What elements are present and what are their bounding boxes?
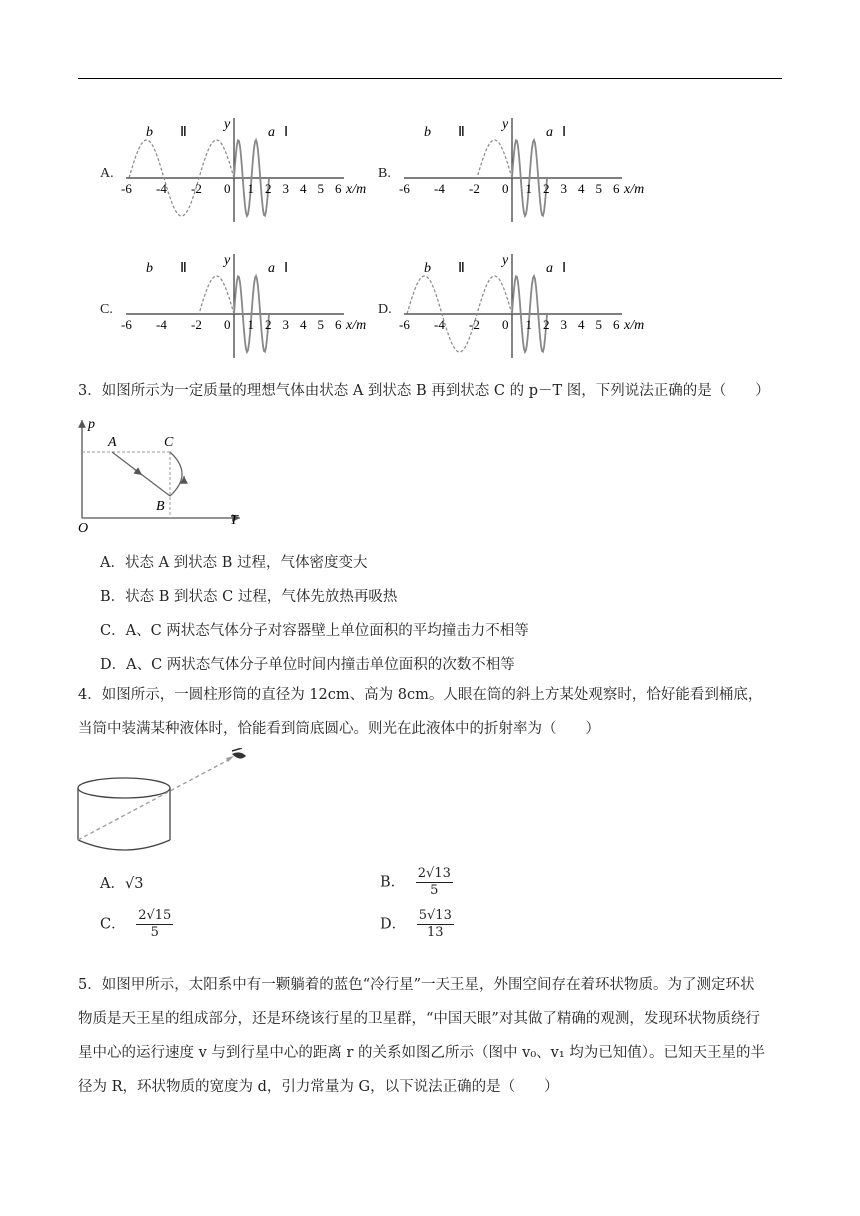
wave-a-label: a xyxy=(546,261,553,276)
tick-label: 3 xyxy=(560,317,567,332)
region-i-label: Ⅰ xyxy=(562,125,567,140)
tick-label: -4 xyxy=(156,317,167,332)
tick-label: 4 xyxy=(578,181,585,196)
region-i-label: Ⅰ xyxy=(284,125,289,140)
tick-label: 4 xyxy=(300,317,307,332)
question-5-stem: 5．如图甲所示，太阳系中有一颗躺着的蓝色“冷行星”一天王星，外围空间存在着环状物质。为了测定环状 物质是天王星的组成部分，还是环绕该行星的卫星群，“中国天眼”对其做了精确的观测，发现环状物质绕行 星中心的运行速度 v 与到行星中心的距离 r 的关系如图乙所示（图中 v₀、v₁ 均为已知值）。已知天王星的半 径为 R，环状物质的宽度为 d，引力常量为 G，以下说法正确的是（ ） xyxy=(78,977,766,1095)
t-label: T xyxy=(230,513,238,528)
y-axis-label: y xyxy=(224,117,231,132)
tick-label: -2 xyxy=(191,181,202,196)
tick-label: 0 xyxy=(502,317,509,332)
tick-label: 0 xyxy=(224,181,231,196)
tick-label: -2 xyxy=(191,317,202,332)
y-axis-label: y xyxy=(502,117,509,132)
wave-b xyxy=(477,140,512,178)
wave-b-label: b xyxy=(424,125,431,140)
tick-label: 5 xyxy=(595,317,602,332)
tick-label: 5 xyxy=(317,181,324,196)
tick-label: 3 xyxy=(282,181,289,196)
graph-option-d[interactable] xyxy=(374,246,644,358)
tick-label: 6 xyxy=(335,317,342,332)
tick-label: -4 xyxy=(434,181,445,196)
y-axis-label: y xyxy=(224,253,231,268)
tick-label: 2 xyxy=(265,181,272,196)
region-ii-label: Ⅱ xyxy=(458,125,465,140)
x-axis-label: x/m xyxy=(346,182,367,197)
wave-a-label: a xyxy=(546,125,553,140)
graph-option-a[interactable] xyxy=(96,110,366,222)
q4-option-d[interactable]: D． $\frac{5√13}{13}$ xyxy=(380,908,452,940)
region-i-label: Ⅰ xyxy=(562,261,567,276)
tick-label: -6 xyxy=(399,181,410,196)
wave-b-label: b xyxy=(424,261,431,276)
tick-label: 4 xyxy=(578,317,585,332)
wave-b-label: b xyxy=(146,125,153,140)
tick-label: -4 xyxy=(434,317,445,332)
tick-label: -6 xyxy=(121,181,132,196)
cylinder-diagram xyxy=(72,748,252,860)
tick-label: -6 xyxy=(121,317,132,332)
tick-label: 3 xyxy=(560,181,567,196)
graph-option-label: A. xyxy=(100,166,114,181)
question-4-stem: 4．如图所示，一圆柱形筒的直径为 12cm、高为 8cm。人眼在筒的斜上方某处观察时，恰好能看到桶底， 当筒中装满某种液体时，恰能看到筒底圆心。则光在此液体中的折射率为（ ） xyxy=(78,687,763,737)
tick-label: 1 xyxy=(247,317,254,332)
tick-label: 4 xyxy=(300,181,307,196)
tick-label: 2 xyxy=(265,317,272,332)
graph-option-label: B. xyxy=(378,166,391,181)
a-label: A xyxy=(108,435,117,450)
tick-label: 6 xyxy=(335,181,342,196)
x-axis-label: x/m xyxy=(624,318,645,333)
tick-label: 2 xyxy=(543,181,550,196)
tick-label: 2 xyxy=(543,317,550,332)
eye-icon xyxy=(232,748,246,759)
y-axis-label: y xyxy=(502,253,509,268)
tick-label: 1 xyxy=(525,181,532,196)
graph-option-label: C. xyxy=(100,302,113,317)
tick-label: 3 xyxy=(282,317,289,332)
region-ii-label: Ⅱ xyxy=(458,261,465,276)
tick-label: 6 xyxy=(613,181,620,196)
tick-label: 5 xyxy=(595,181,602,196)
q4-option-c[interactable]: C． $\frac{2√15}{5}$ xyxy=(100,908,172,940)
tick-label: 1 xyxy=(247,181,254,196)
wave-a-label: a xyxy=(268,261,275,276)
graph-option-c[interactable] xyxy=(96,246,366,358)
region-ii-label: Ⅱ xyxy=(180,261,187,276)
tick-label: -4 xyxy=(156,181,167,196)
tick-label: -6 xyxy=(399,317,410,332)
q3-option-d[interactable]: D．A、C 两状态气体分子单位时间内撞击单位面积的次数不相等 xyxy=(100,657,515,673)
q4-option-a[interactable]: A．√3 xyxy=(100,876,144,892)
header-rule xyxy=(78,78,782,79)
tick-label: 6 xyxy=(613,317,620,332)
region-ii-label: Ⅱ xyxy=(180,125,187,140)
pt-diagram xyxy=(72,414,252,534)
p-label: p xyxy=(88,417,95,432)
q4-option-b[interactable]: B． $\frac{2√13}{5}$ xyxy=(380,866,451,898)
b-label: B xyxy=(156,499,165,514)
tick-label: 0 xyxy=(224,317,231,332)
wave-a-label: a xyxy=(268,125,275,140)
x-axis-label: x/m xyxy=(346,318,367,333)
q3-option-a[interactable]: A．状态 A 到状态 B 过程，气体密度变大 xyxy=(100,555,368,571)
tick-label: 0 xyxy=(502,181,509,196)
question-3-options xyxy=(100,546,780,682)
question-3-stem: 3．如图所示为一定质量的理想气体由状态 A 到状态 B 再到状态 C 的 p－T 图，下列说法正确的是（ ） xyxy=(78,383,770,399)
q3-option-b[interactable]: B．状态 B 到状态 C 过程，气体先放热再吸热 xyxy=(100,589,398,605)
q3-option-c[interactable]: C．A、C 两状态气体分子对容器壁上单位面积的平均撞击力不相等 xyxy=(100,623,529,639)
tick-label: -2 xyxy=(469,317,480,332)
x-axis-label: x/m xyxy=(624,182,645,197)
o-label: O xyxy=(78,521,89,534)
region-i-label: Ⅰ xyxy=(284,261,289,276)
tick-label: -2 xyxy=(469,181,480,196)
graph-option-b[interactable] xyxy=(374,110,644,222)
wave-b xyxy=(199,276,234,314)
tick-label: 5 xyxy=(317,317,324,332)
tick-label: 1 xyxy=(525,317,532,332)
wave-b-label: b xyxy=(146,261,153,276)
graph-option-label: D. xyxy=(378,302,392,317)
c-label: C xyxy=(164,435,174,450)
